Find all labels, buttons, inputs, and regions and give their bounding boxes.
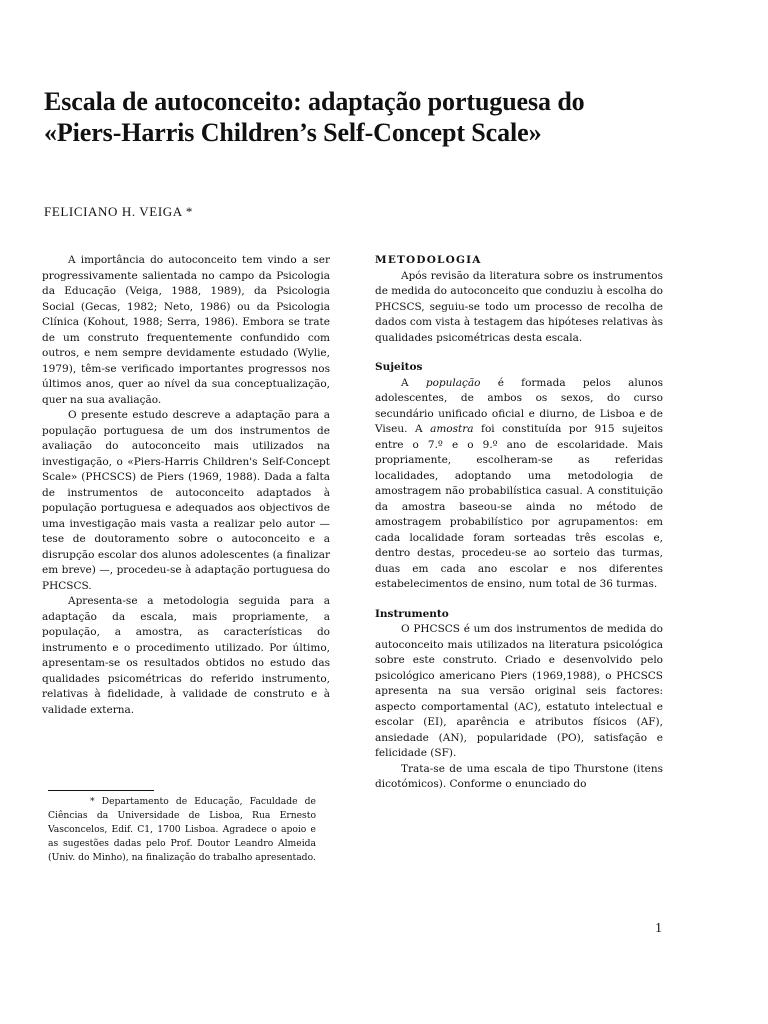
title-line-2: «Piers-Harris Children’s Self-Concept Scale» [44,118,542,147]
right-column [375,253,663,793]
intro-paragraph-3: Apresenta-se a metodologia seguida para a adaptação da escala, mais propriamente, a população, a amostra, as características do instrumento e o procedimento utilizado. Por último, apresentam-se os resultados obtidos no estudo das qualidades psicométricas do referido instrumento, relativas à fidelidade, à validade de construto e à validade externa. [42,595,330,716]
subsection-heading-sujeitos: Sujeitos [375,361,423,373]
author-footnote: * Departamento de Educação, Faculdade de Ciências da Universidade de Lisboa, Rua Ernesto Vasconcelos, Edif. C1, 1700 Lisboa. Agradece o apoio e as sugestões dadas pelo Prof. Doutor Leandro Almeida (Univ. do Minho), na finalização do trabalho apresentado. [48,796,316,863]
subsection-heading-instrumento: Instrumento [375,607,449,620]
sujeitos-paragraph [375,376,663,593]
instrumento-paragraph-1: O PHCSCS é um dos instrumentos de medida do autoconceito mais utilizados na literatura psicológica sobre este construto. Criado e desenvolvido pelo psicológico americano Piers (1969,1988), o PHCSCS apresenta na sua versão original seis factores: aspecto comportamental (AC), estatuto intelectual e escolar (EI), aparência e atributos físicos (AF), ansiedade (AN), popularidade (PO), satisfação e felicidade (SF). [375,623,663,759]
sujeitos-text-a: A [401,376,426,389]
page-number: 1 [655,921,662,936]
left-column [42,253,330,718]
metodologia-paragraph: Após revisão da literatura sobre os instrumentos de medida do autoconceito que conduziu à escolha do PHCSCS, seguiu-se todo um processo de recolha de dados com vista à testagem das hipóteses relativas às qualidades psicométricas desta escala. [375,269,663,344]
footnote-separator [48,790,154,791]
term-amostra: amostra [430,423,474,435]
term-populacao: população [425,376,481,389]
sujeitos-text-b: é formada pelos alunos adolescentes, de ambos os sexos, do curso secundário unificado oficial e diurno, de Lisboa e de Viseu. A [375,376,663,435]
section-heading-metodologia: METODOLOGIA [375,254,482,266]
author-name: FELICIANO H. VEIGA * [44,204,193,219]
title-line-1: Escala de autoconceito: adaptação portuguesa do [44,87,585,116]
intro-paragraph-1: A importância do autoconceito tem vindo a ser progressivamente salientada no campo da Psicologia da Educação (Veiga, 1988, 1989), da Psicologia Social (Gecas, 1982; Neto, 1986) ou da Psicologia Clínica (Kohout, 1988; Serra, 1986). Embora se trate de um construto frequentemente confundido com outros, e nem sempre devidamente estudado (Wylie, 1979), têm-se verificado importantes progressos nos últimos anos, quer ao nível da sua conceptualização, quer na sua avaliação. [42,254,330,406]
intro-paragraph-2: O presente estudo descreve a adaptação para a população portuguesa de um dos instrumentos de avaliação do autoconceito mais utilizados na investigação, o «Piers-Harris Children's Self-Concept Scale» (PHCSCS) de Piers (1969, 1988). Dada a falta de instrumentos de autoconceito adaptados à população portuguesa e adequados aos objectivos de uma investigação mais vasta a realizar pelo autor — tese de doutoramento sobre o autoconceito e a disrupção escolar dos alunos adolescentes (a finalizar em breve) —, procedeu-se à adaptação portuguesa do PHCSCS. [42,409,330,592]
instrumento-paragraph-2: Trata-se de uma escala de tipo Thurstone (itens dicotómicos). Conforme o enunciado do [375,762,663,790]
sujeitos-text-c: foi constituída por 915 sujeitos entre o 7.º e o 9.º ano de escolaridade. Mais propriamente, escolheram-se as referidas localidades, adoptando uma metodologia de amostragem não probabilística casual. A constituição da amostra baseou-se ainda no método de amostragem probabilístico por agrupamentos: em cada localidade foram sorteadas três escolas e, dentro destas, procedeu-se ao sorteio das turmas, duas em cada ano escolar e nos diferentes estabelecimentos de ensino, num total de 36 turmas. [375,423,663,590]
article-title [44,86,724,148]
